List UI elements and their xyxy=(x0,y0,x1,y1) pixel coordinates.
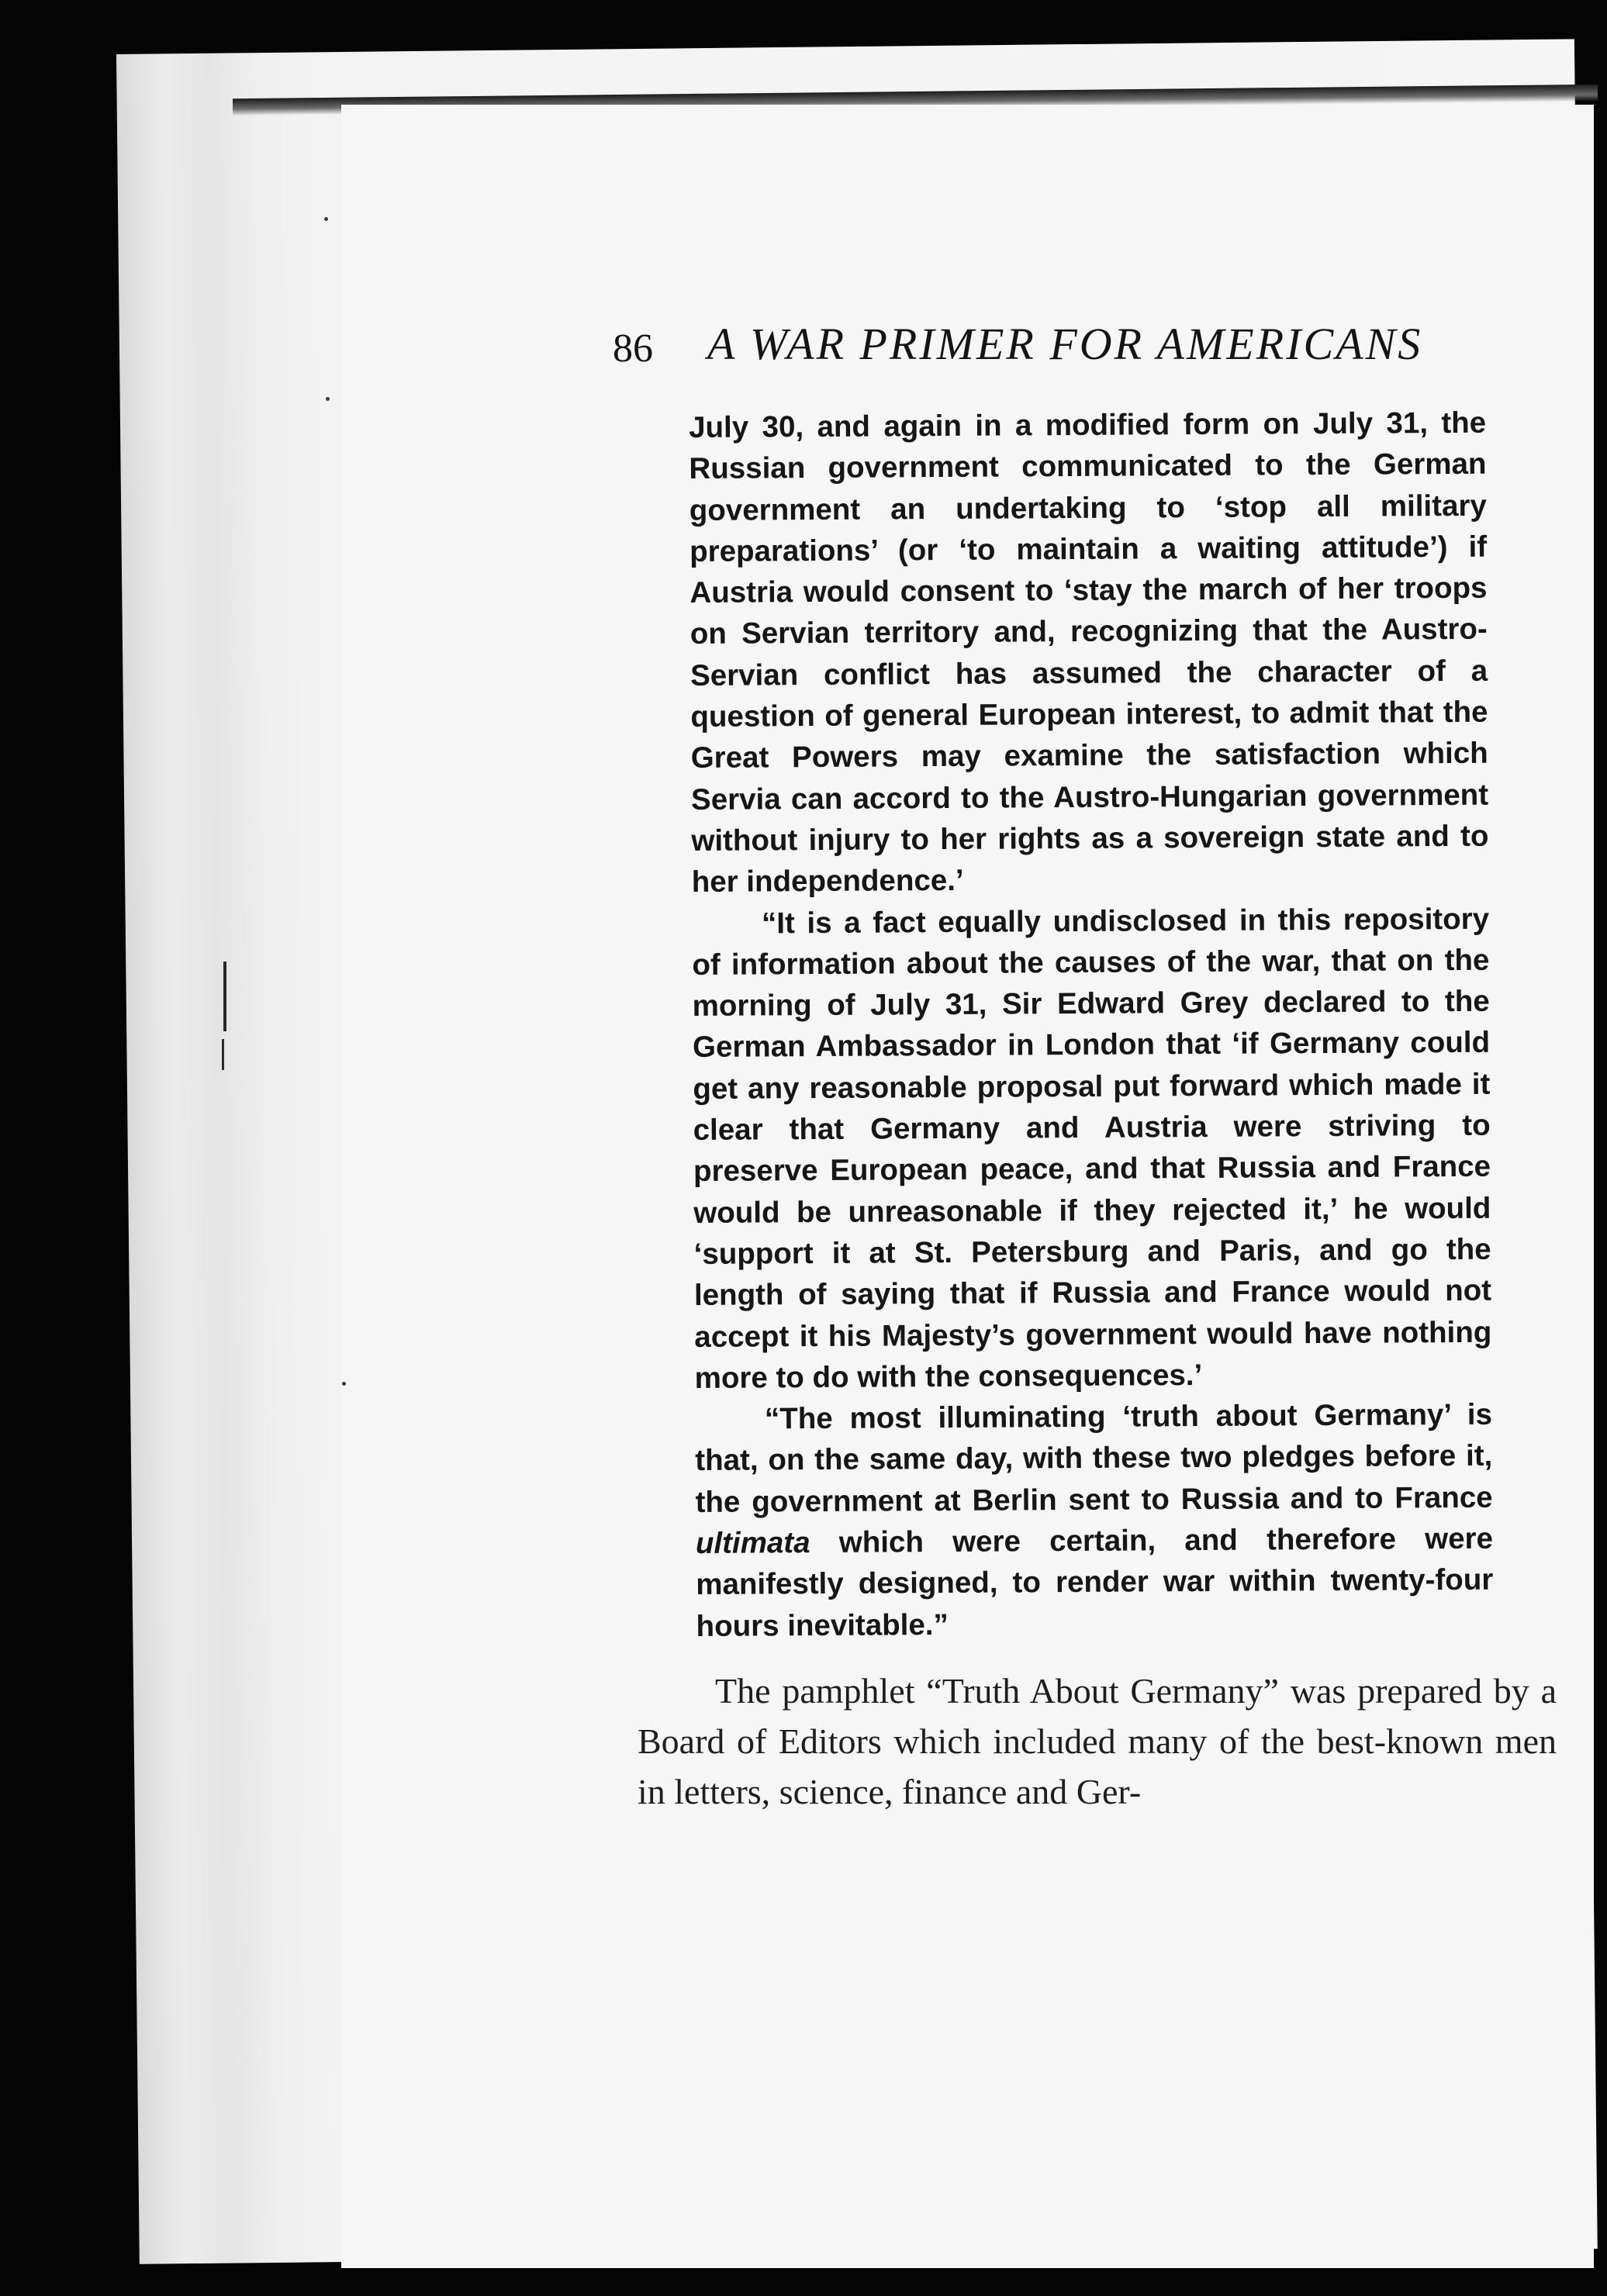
running-head xyxy=(613,318,1466,388)
book-title: A WAR PRIMER FOR AMERICANS xyxy=(707,319,1423,369)
quote-text: “The most illuminating ‘truth about Germany’ is that, on the same day, with these two pledges before it, the government at Berlin sent to Russia and to France xyxy=(695,1397,1493,1519)
quote-paragraph: July 30, and again in a modified form on July 31, the Russian government communicated to the German government an undertaking to ‘stop all military preparations’ (or ‘to maintain a waiting attitude’) if Austria would consent to ‘stay the march of her troops on Servian territory and, recognizing that the Austro-Servian conflict has assumed the character of a question of general European interest, to admit that the Great Powers may examine the satisfaction which Servia can accord to the Austro-Hungarian government without injury to her rights as a sovereign state and to her independence.’ xyxy=(689,406,1489,899)
quote-text: which were certain, and therefore were manifestly designed, to render war within twenty-four hours inevitable.” xyxy=(696,1521,1494,1643)
body-paragraph: The pamphlet “Truth About Germany” was prepared by a Board of Editors which included many of the best-known men in letters, science, finance and Ger- xyxy=(638,1671,1557,1811)
quoted-passage xyxy=(689,402,1494,1647)
page-speck xyxy=(324,217,328,221)
page-speck xyxy=(342,1382,346,1386)
page-edge-mark xyxy=(222,1039,224,1070)
quote-italic-word: ultimata xyxy=(695,1526,810,1560)
quote-paragraph: “It is a fact equally undisclosed in this repository of information about the causes of the war, that on the morning of July 31, Sir Edward Grey declared to the German Ambassador in London that ‘if Germany could get any reasonable proposal put forward which made it clear that Germany and Austria were striving to preserve European peace, and that Russia and France would be unreasonable if they rejected it,’ he would ‘support it at St. Petersburg and Paris, and go the length of saying that if Russia and France would not accept it his Majesty’s government would have nothing more to do with the consequences.’ xyxy=(692,902,1492,1395)
quote-paragraph xyxy=(695,1394,1494,1647)
page-speck xyxy=(326,397,330,401)
page-number: 86 xyxy=(613,326,653,371)
page-edge-mark xyxy=(223,962,226,1031)
